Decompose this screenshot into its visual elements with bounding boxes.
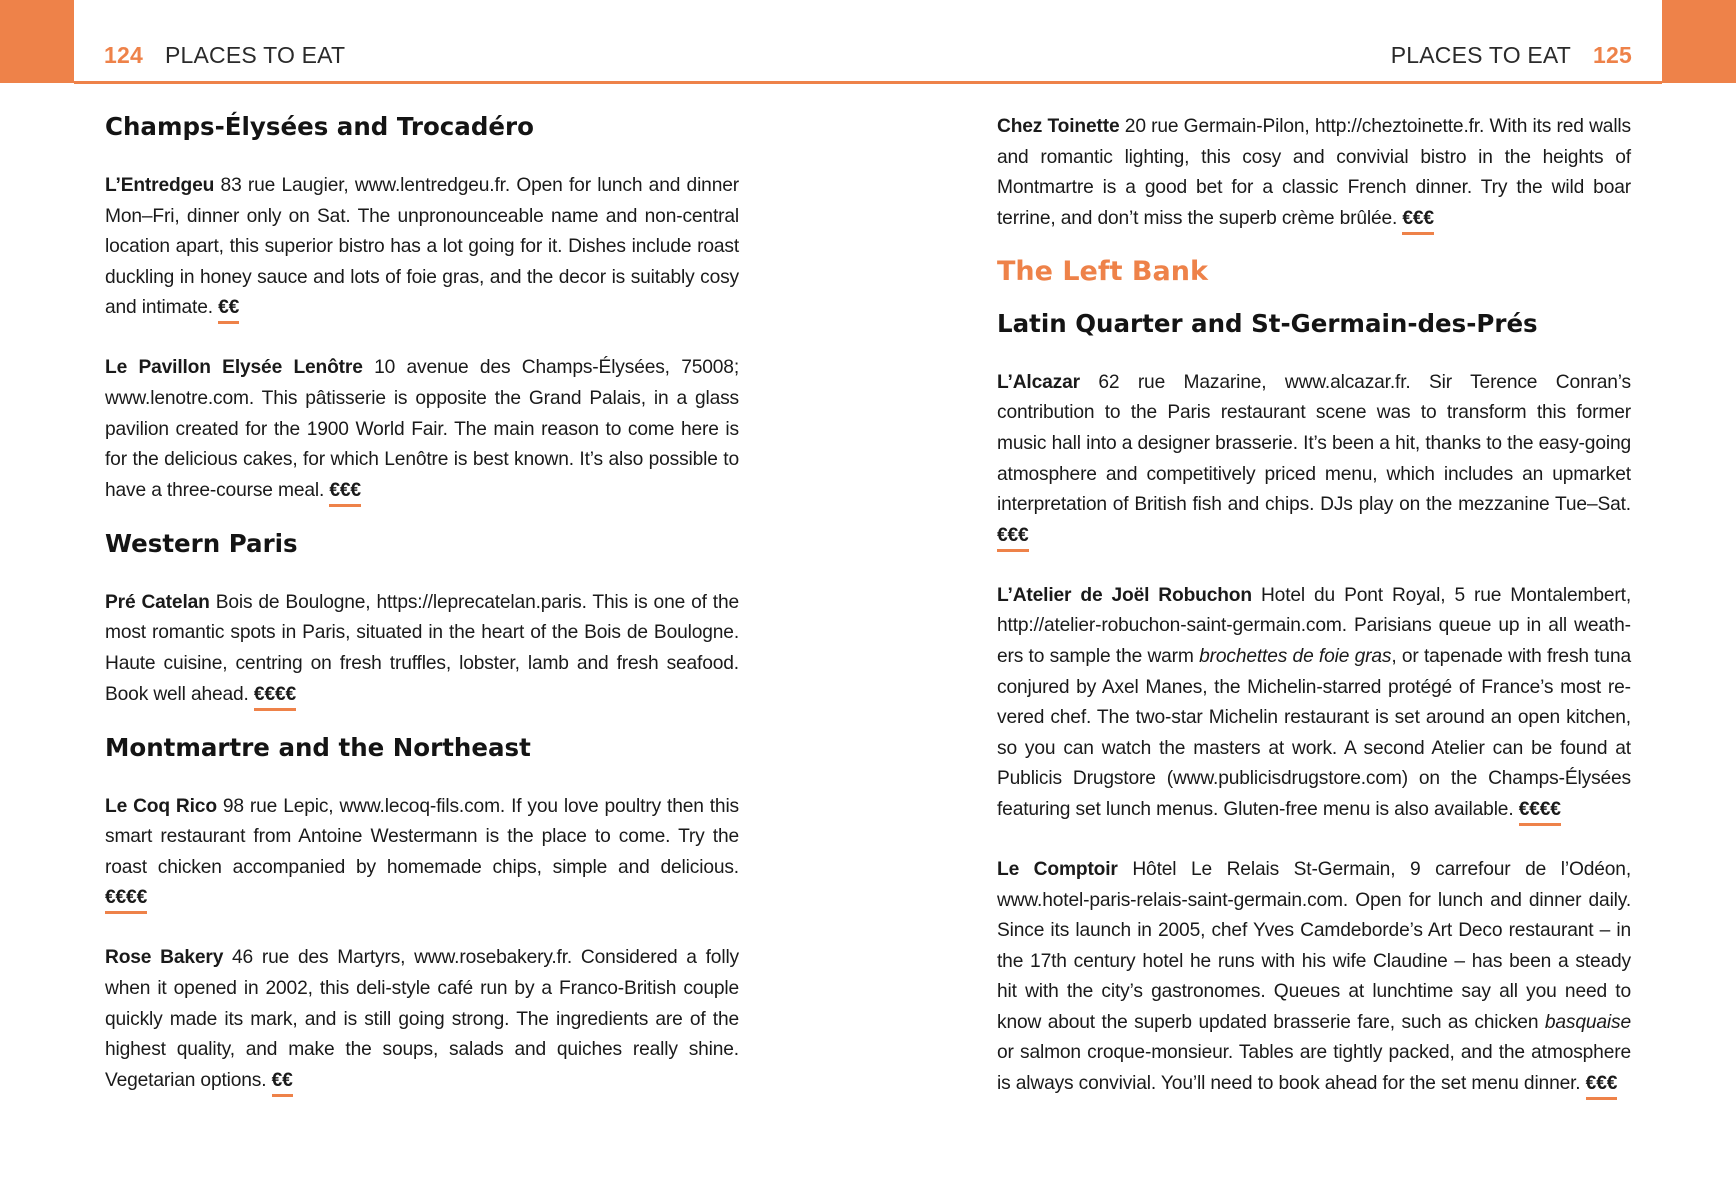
entry-text-continued: or salmon croque-monsieur. Tables are tightly packed, and the atmosphere is always convivial. You’ll need to book ahead for the set menu dinner. [997, 1042, 1631, 1095]
heading-champs-elysees: Champs-Élysées and Trocadéro [105, 112, 534, 141]
entry-text: 83 rue Laugier, www.lentredgeu.fr. Open for lunch and dinner Mon–Fri, dinner only on Sat. The unpronounceable name and non-central location apart, this superior bistro has a lot going for it. Dishes include roast duckling in honey sauce and lots of foie gras, and the decor is suitably cosy and intimate. [105, 175, 739, 319]
left-section-title: PLACES TO EAT [164, 42, 346, 68]
entry-pre-catelan [105, 588, 739, 711]
entry-name: Le Pavillon Elysée Lenôtre [105, 357, 363, 379]
entry-lalcazar [997, 368, 1631, 552]
price-badge: €€€ [1586, 1072, 1618, 1100]
price-badge: €€ [218, 296, 239, 324]
entry-rose-bakery [105, 943, 739, 1096]
entry-text-continued: , or tapenade with fresh tuna conjured by Axel Manes, the Michelin-starred protégé of France’s most revered chef. The two-star Michelin restaurant is set around an open kitchen, so you can watch the masters at work. A second Atelier can be found at Publicis Drugstore (www.publicisdrugstore.com) on the Champs-Élysées featuring set lunch menus. Gluten-free menu is also available. [997, 645, 1631, 820]
entry-lentredgeu [105, 171, 739, 324]
region-heading-left-bank: The Left Bank [997, 255, 1208, 287]
right-page-accent-block [1662, 0, 1736, 83]
right-page-column [997, 112, 1631, 1100]
entry-text: 46 rue des Martyrs, www.rosebakery.fr. Considered a folly when it opened in 2002, this deli-style café run by a Franco-British couple quickly made its mark, and is still going strong. The ingredients are of the highest quality, and make the soups, salads and quiches really shine. Vegetarian options. [105, 947, 739, 1091]
entry-text: 62 rue Mazarine, www.alcazar.fr. Sir Terence Conran’s contribution to the Paris restaurant scene was to transform this former music hall into a designer brasserie. It’s been a hit, thanks to the easy-going atmosphere and competitively priced menu, which includes an upmarket interpretation of British fish and chips. DJs play on the mezzanine Tue–Sat. [997, 371, 1631, 516]
entry-name: Le Comptoir [997, 858, 1118, 880]
left-page-header [104, 40, 345, 70]
entry-text: 20 rue Germain-Pilon, http://cheztoinette.fr. With its red walls and romantic lighting, this cosy and convivial bistro in the heights of Montmartre is a good bet for a classic French dinner. Try the wild boar terrine, and don’t miss the superb crème brûlée. [997, 116, 1631, 229]
entry-name: Rose Bakery [105, 947, 224, 969]
entry-name: L’Atelier de Joël Robuchon [997, 584, 1252, 606]
heading-latin-quarter: Latin Quarter and St-Germain-des-Prés [997, 308, 1538, 338]
entry-text: Bois de Boulogne, https://leprecatelan.paris. This is one of the most romantic spots in Paris, situated in the heart of the Bois de Boulogne. Haute cuisine, centring on fresh truffles, lobster, lamb and fresh seafood. Book well ahead. [105, 591, 739, 705]
price-badge: €€€€ [254, 683, 296, 711]
price-badge: €€€ [329, 479, 361, 507]
entry-name: Chez Toinette [997, 116, 1120, 137]
entry-le-comptoir [997, 855, 1631, 1100]
entry-text: Hôtel Le Relais St-Germain, 9 carrefour de l’Odéon, www.hotel-paris-relais-saint-germain.com. Open for lunch and dinner daily. Since its launch in 2005, chef Yves Camdeborde’s Art Deco restaurant – in the 17th century hotel he runs with his wife Claudine – has been a steady hit with the city’s gastronomes. Queues at lunchtime say all you need to know about the superb updated brasserie fare, such as chicken [997, 858, 1631, 1033]
price-badge: €€€€ [105, 886, 147, 914]
price-badge: €€€€ [1519, 798, 1561, 826]
left-page-accent-block [0, 0, 74, 83]
entry-name: L’Entredgeu [105, 175, 215, 196]
entry-chez-toinette [997, 112, 1631, 235]
entry-italic-text: brochettes de foie gras [1199, 645, 1392, 667]
entry-text: 98 rue Lepic, www.lecoq-fils.com. If you love poultry then this smart restaurant from Antoine Westermann is the place to come. Try the roast chicken accompanied by homemade chips, simple and delicious. [105, 795, 740, 878]
price-badge: €€ [272, 1069, 293, 1097]
entry-name: Pré Catelan [105, 591, 210, 613]
left-page-number: 124 [104, 42, 143, 68]
right-section-title: PLACES TO EAT [1390, 42, 1572, 68]
entry-name: L’Alcazar [997, 371, 1080, 393]
right-page-number: 125 [1593, 42, 1632, 68]
price-badge: €€€ [997, 524, 1029, 552]
right-page-header [1391, 40, 1632, 70]
entry-italic-text: basquaise [1544, 1011, 1631, 1033]
entry-pavillon-elysee-lenotre [105, 353, 739, 506]
entry-text: Hotel du Pont Royal, 5 rue Montalembert, http://atelier-robuchon-saint-germain.com. Parisians queue up in all weathers to sample the warm [997, 584, 1631, 667]
left-page-column [105, 112, 739, 1097]
entry-name: Le Coq Rico [105, 795, 217, 817]
header-rule [74, 81, 1662, 84]
price-badge: €€€ [1402, 207, 1434, 235]
entry-le-coq-rico [105, 792, 739, 915]
heading-western-paris: Western Paris [105, 528, 298, 558]
entry-latelier-joel-robuchon [997, 581, 1631, 826]
heading-montmartre: Montmartre and the Northeast [105, 732, 531, 762]
entry-text: 10 avenue des Champs-Élysées, 75008; www.lenotre.com. This pâtisserie is opposite the Grand Palais, in a glass pavilion created for the 1900 World Fair. The main reason to come here is for the delicious cakes, for which Lenôtre is best known. It’s also possible to have a three-course meal. [105, 357, 740, 501]
